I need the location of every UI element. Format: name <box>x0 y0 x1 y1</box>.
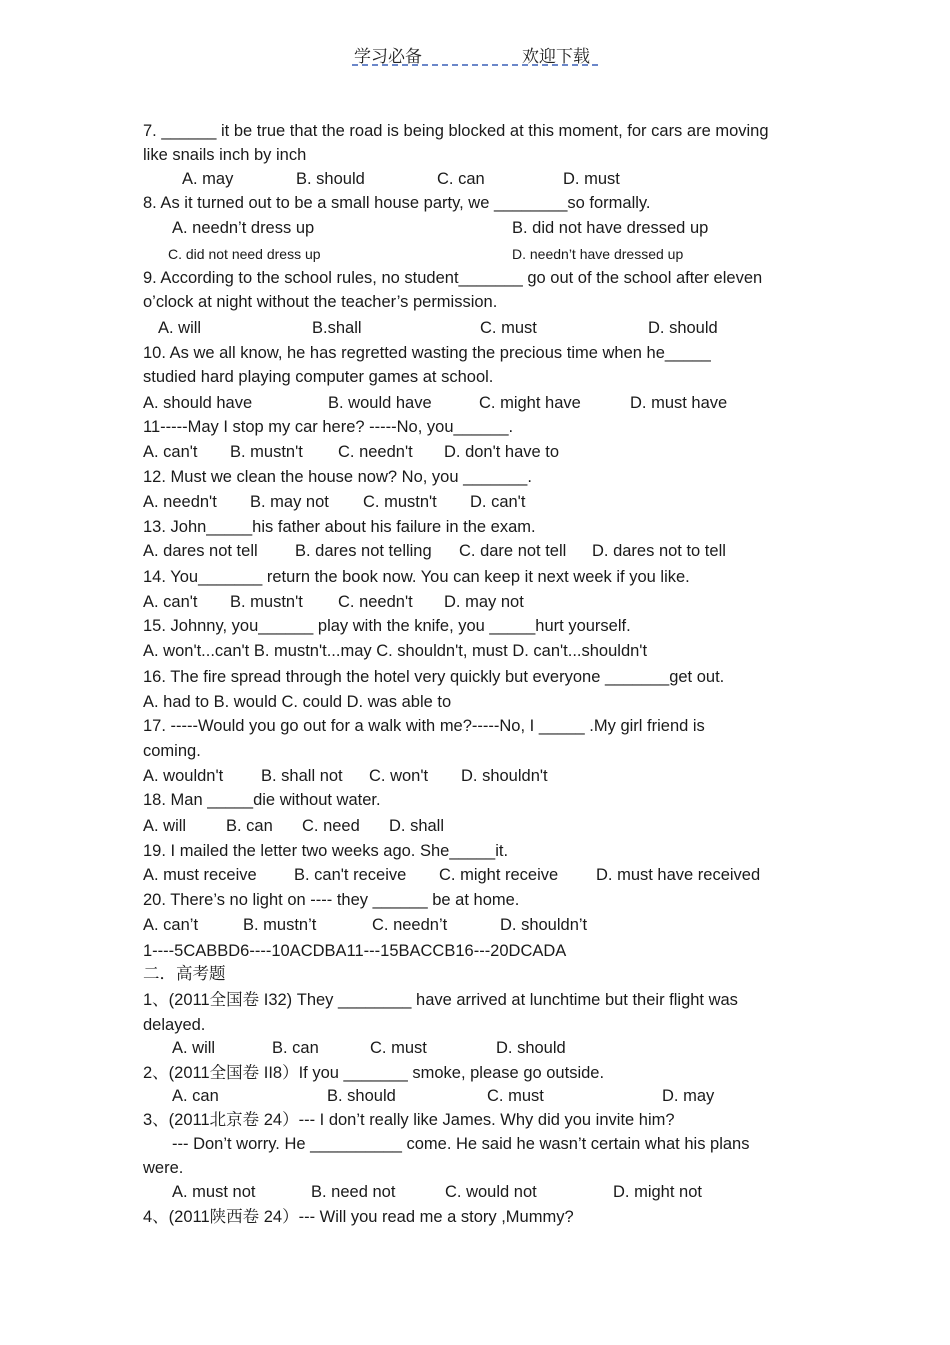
text-line: C. must <box>370 1039 427 1057</box>
page-header <box>352 42 598 66</box>
text-line: --- Don’t worry. He __________ come. He said he wasn’t certain what his plans <box>172 1135 750 1153</box>
text-line: B. can <box>226 817 273 835</box>
text-line: A. must not <box>172 1183 256 1201</box>
text-line: C. did not need dress up <box>168 246 321 262</box>
text-line: D. may <box>662 1087 715 1105</box>
text-line: B. can <box>272 1039 319 1057</box>
text-line: B. need not <box>311 1183 396 1201</box>
text-line: C. can <box>437 170 485 188</box>
text-line: coming. <box>143 742 201 760</box>
text-line: 7. ______ it be true that the road is being blocked at this moment, for cars are moving <box>143 122 769 140</box>
text-line: o’clock at night without the teacher’s permission. <box>143 293 498 311</box>
text-line: D. can't <box>470 493 526 511</box>
text-line: C. must <box>480 319 537 337</box>
text-line: B. dares not telling <box>295 542 432 560</box>
text-line: D. shouldn’t <box>500 916 588 934</box>
text-line: B. would have <box>328 394 432 412</box>
text-line: like snails inch by inch <box>143 146 307 164</box>
text-line: B. can't receive <box>294 866 407 884</box>
text-line: D. shouldn't <box>461 767 548 785</box>
text-line: D. needn’t have dressed up <box>512 246 684 262</box>
text-line: 8. As it turned out to be a small house party, we ________so formally. <box>143 194 651 212</box>
text-line: C. won't <box>369 767 429 785</box>
text-line: C. mustn't <box>363 493 437 511</box>
text-line: C. needn't <box>338 593 413 611</box>
text-line: A. may <box>182 170 234 188</box>
text-line: 11-----May I stop my car here? -----No, you______. <box>143 418 514 436</box>
text-line: 1----5CABBD6----10ACDBA11---15BACCB16---20DCADA <box>143 942 567 960</box>
text-line: 18. Man _____die without water. <box>143 791 381 809</box>
text-line: C. must <box>487 1087 544 1105</box>
text-line: A. dares not tell <box>143 542 258 560</box>
text-line: A. must receive <box>143 866 257 884</box>
text-line: A. can <box>172 1087 219 1105</box>
text-line: delayed. <box>143 1016 206 1034</box>
text-line: B.shall <box>312 319 362 337</box>
text-line: B. did not have dressed up <box>512 219 709 237</box>
text-line: D. should <box>496 1039 566 1057</box>
text-line: A. needn’t dress up <box>172 219 315 237</box>
text-line: A. won't...can't B. mustn't...may C. shouldn't, must D. can't...shouldn't <box>143 642 648 660</box>
text-line: 14. You_______ return the book now. You can keep it next week if you like. <box>143 568 690 586</box>
text-line: B. mustn’t <box>243 916 317 934</box>
text-line: A. wouldn't <box>143 767 224 785</box>
text-line: A. will <box>158 319 202 337</box>
text-line: B. mustn't <box>230 593 303 611</box>
text-line: 17. -----Would you go out for a walk with me?-----No, I _____ .My girl friend is <box>143 717 705 735</box>
text-line: 19. I mailed the letter two weeks ago. She_____it. <box>143 842 509 860</box>
text-line: studied hard playing computer games at school. <box>143 368 494 386</box>
text-line: were. <box>143 1159 184 1177</box>
text-line: B. shall not <box>261 767 343 785</box>
text-line: D. dares not to tell <box>592 542 726 560</box>
text-line: 13. John_____his father about his failure in the exam. <box>143 518 536 536</box>
text-line: D. may not <box>444 593 524 611</box>
text-line: 4、(2011陕西卷 24）--- Will you read me a story ,Mummy? <box>143 1208 574 1226</box>
text-line: C. need <box>302 817 360 835</box>
text-line: 16. The fire spread through the hotel very quickly but everyone _______get out. <box>143 668 725 686</box>
text-line: D. should <box>648 319 718 337</box>
text-line: 3、(2011北京卷 24）--- I don’t really like James. Why did you invite him? <box>143 1111 675 1129</box>
header-left-text: 学习必备 <box>354 47 422 67</box>
text-line: B. should <box>296 170 365 188</box>
text-line: D. might not <box>613 1183 702 1201</box>
text-line: A. will <box>143 817 187 835</box>
text-line: C. needn’t <box>372 916 448 934</box>
text-line: 12. Must we clean the house now? No, you _______. <box>143 468 532 486</box>
text-line: A. had to B. would C. could D. was able to <box>143 693 452 711</box>
text-line: 1、(2011全国卷 I32) They ________ have arrived at lunchtime but their flight was <box>143 991 738 1009</box>
text-line: A. needn't <box>143 493 217 511</box>
text-line: D. don't have to <box>444 443 560 461</box>
text-line: A. will <box>172 1039 216 1057</box>
text-line: A. can't <box>143 443 198 461</box>
text-line: D. must <box>563 170 620 188</box>
text-line: B. should <box>327 1087 396 1105</box>
header-right-text: 欢迎下载 <box>522 47 590 67</box>
text-line: A. can't <box>143 593 198 611</box>
text-line: C. might receive <box>439 866 559 884</box>
text-line: D. must have <box>630 394 728 412</box>
text-line: 9. According to the school rules, no student_______ go out of the school after eleven <box>143 269 763 287</box>
text-line: A. should have <box>143 394 253 412</box>
text-line: B. may not <box>250 493 329 511</box>
text-line: C. would not <box>445 1183 537 1201</box>
text-line: 15. Johnny, you______ play with the knife, you _____hurt yourself. <box>143 617 631 635</box>
text-line: 2、(2011全国卷 II8）If you _______ smoke, please go outside. <box>143 1064 605 1082</box>
text-line: 二．高考题 <box>143 964 226 983</box>
text-line: 10. As we all know, he has regretted wasting the precious time when he_____ <box>143 344 711 362</box>
text-line: A. can’t <box>143 916 199 934</box>
text-line: C. dare not tell <box>459 542 567 560</box>
text-line: C. needn't <box>338 443 413 461</box>
text-line: D. shall <box>389 817 445 835</box>
text-line: D. must have received <box>596 866 761 884</box>
text-line: B. mustn't <box>230 443 303 461</box>
text-line: 20. There’s no light on ---- they ______ be at home. <box>143 891 520 909</box>
text-line: C. might have <box>479 394 581 412</box>
